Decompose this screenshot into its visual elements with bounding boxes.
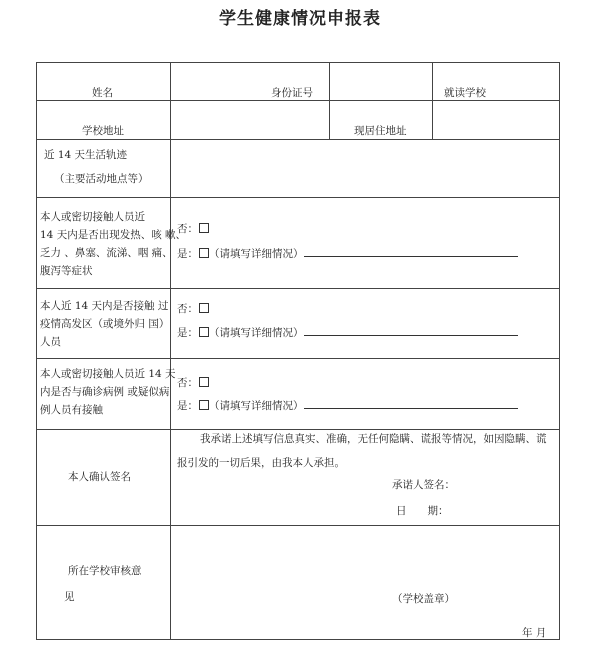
school-stamp-label: （学校盖章）: [392, 593, 455, 605]
row-divider: [36, 525, 560, 526]
q3-yes-checkbox[interactable]: [199, 400, 209, 410]
q3-line: 内是否与确诊病例 或疑似病: [40, 386, 170, 398]
q1-line: 腹泻等症状: [40, 265, 93, 277]
row-divider: [36, 358, 560, 359]
q2-no-option[interactable]: [177, 300, 209, 318]
review-date-label: 年 月: [522, 627, 547, 639]
q1-yes-option[interactable]: [177, 245, 518, 263]
q2-no-checkbox[interactable]: [199, 303, 209, 313]
table-border-right: [559, 62, 560, 640]
q2-yes-option[interactable]: [177, 324, 518, 342]
q2-line: 疫情高发区（或境外归 国）: [40, 318, 170, 330]
q1-no-option[interactable]: [177, 220, 209, 238]
confirm-statement-line1: 我承诺上述填写信息真实、准确，无任何隐瞒、谎报等情况，如因隐瞒、谎: [200, 433, 547, 445]
signer-label: 承诺人签名：: [392, 479, 455, 491]
confirm-statement-line2: 报引发的一切后果，由我本人承担。: [177, 457, 345, 469]
q1-detail-field[interactable]: [304, 246, 518, 257]
q2-yes-checkbox[interactable]: [199, 327, 209, 337]
q2-line: 本人近 14 天内是否接触 过: [40, 300, 169, 312]
q1-yes-label: 是：: [177, 248, 198, 260]
table-border-bottom: [36, 639, 560, 640]
name-label: 姓名: [92, 87, 113, 99]
confirm-label: 本人确认签名: [68, 471, 131, 483]
q1-no-label: 否：: [177, 223, 198, 235]
q3-no-label: 否：: [177, 377, 198, 389]
table-border-left: [36, 62, 37, 640]
row-divider: [36, 288, 560, 289]
row-divider: [36, 197, 560, 198]
table-border-top: [36, 62, 560, 63]
q3-no-checkbox[interactable]: [199, 377, 209, 387]
q2-line: 人员: [40, 336, 61, 348]
review-label-line1: 所在学校审核意: [68, 565, 142, 577]
q3-yes-option[interactable]: [177, 397, 518, 415]
q1-detail-label: （请填写详细情况）: [209, 248, 304, 260]
q3-yes-label: 是：: [177, 400, 198, 412]
school-address-label: 学校地址: [82, 125, 124, 137]
review-label-line2: 见: [64, 591, 75, 603]
school-label: 就读学校: [444, 87, 486, 99]
column-divider: [170, 62, 171, 640]
q2-detail-label: （请填写详细情况）: [209, 327, 304, 339]
q2-detail-field[interactable]: [304, 325, 518, 336]
column-divider: [432, 62, 433, 139]
q3-line: 例人员有接触: [40, 404, 103, 416]
q3-detail-field[interactable]: [304, 398, 518, 409]
q3-detail-label: （请填写详细情况）: [209, 400, 304, 412]
form-title: 学生健康情况申报表: [219, 9, 381, 29]
q1-yes-checkbox[interactable]: [199, 248, 209, 258]
q3-line: 本人或密切接触人员近 14 天: [40, 368, 176, 380]
q1-line: 本人或密切接触人员近: [40, 211, 145, 223]
health-declaration-form: [36, 62, 560, 640]
travel-label-line1: 近 14 天生活轨迹: [44, 149, 128, 161]
q1-line: 乏力 、鼻塞、流涕、咽 痛、: [40, 247, 173, 259]
q1-no-checkbox[interactable]: [199, 223, 209, 233]
home-address-label: 现居住地址: [354, 125, 407, 137]
travel-label-line2: （主要活动地点等）: [54, 173, 149, 185]
confirm-date-label: 日 期：: [396, 505, 449, 517]
id-number-label: 身份证号: [271, 87, 313, 99]
q2-yes-label: 是：: [177, 327, 198, 339]
q3-no-option[interactable]: [177, 374, 209, 392]
q1-line: 14 天内是否出现发热、咳 嗽、: [40, 229, 187, 241]
column-divider: [329, 62, 330, 139]
q2-no-label: 否：: [177, 303, 198, 315]
